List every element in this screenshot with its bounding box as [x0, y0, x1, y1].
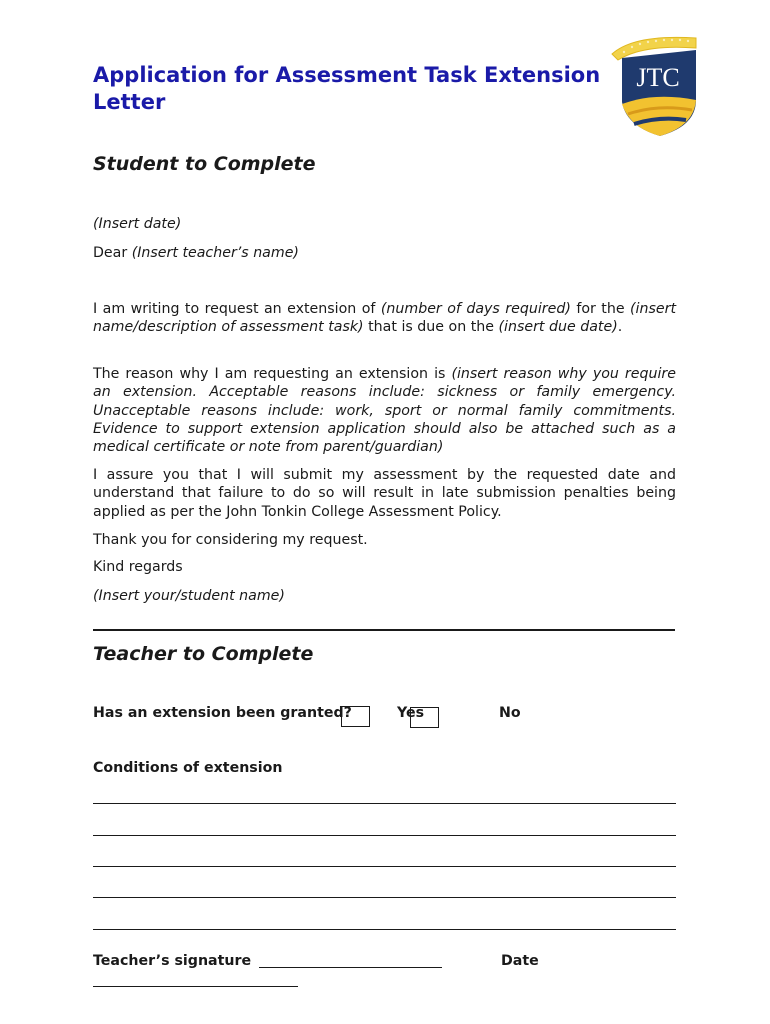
due-date-placeholder: (insert due date) — [498, 319, 618, 336]
conditions-line-5[interactable] — [93, 929, 676, 930]
granted-checkbox-yes[interactable] — [341, 706, 370, 727]
para1-text-4: . — [617, 319, 623, 336]
no-label: No — [499, 705, 521, 721]
jtc-crest-icon — [604, 30, 704, 140]
page-title — [93, 62, 613, 116]
teacher-name-placeholder: (Insert teacher’s name) — [131, 245, 299, 261]
reason-paragraph — [93, 365, 676, 456]
conditions-line-4[interactable] — [93, 897, 676, 898]
closing-text: Kind regards — [93, 559, 183, 575]
title-line-2: Letter — [93, 90, 166, 114]
conditions-line-3[interactable] — [93, 866, 676, 867]
teacher-section-heading: Teacher to Complete — [93, 643, 314, 665]
assurance-paragraph: I assure you that I will submit my assessment by the requested date and understand that failure to do so will result in late submission penalties being applied as per the John Tonkin College Assessment Policy. — [93, 467, 676, 520]
signature-line[interactable] — [259, 967, 442, 968]
dear-text: Dear — [93, 245, 128, 261]
thanks-paragraph: Thank you for considering my request. — [93, 532, 368, 548]
date-placeholder: (Insert date) — [93, 216, 182, 232]
college-logo — [604, 30, 704, 140]
para2-text: The reason why I am requesting an extension is — [93, 366, 452, 382]
para1-text-2: for the — [570, 301, 631, 317]
student-section-heading: Student to Complete — [93, 153, 316, 175]
assessment-task-placeholder: (insert name/description of assessment task) — [93, 301, 677, 336]
granted-question: Has an extension been granted? — [93, 705, 352, 721]
salutation — [93, 244, 676, 262]
yes-label: Yes — [397, 705, 425, 721]
para1-text-3: that is due on the — [363, 319, 499, 336]
section-divider — [93, 629, 675, 631]
student-name-placeholder: (Insert your/student name) — [93, 588, 285, 604]
conditions-line-2[interactable] — [93, 835, 676, 836]
title-line-1: Application for Assessment Task Extension — [93, 63, 601, 87]
request-paragraph — [93, 300, 676, 337]
days-required-placeholder: (number of days required) — [380, 301, 571, 317]
logo-text: JTC — [636, 63, 680, 92]
para1-text-1: I am writing to request an extension of — [93, 301, 381, 317]
date-line[interactable] — [93, 986, 298, 987]
signature-label: Teacher’s signature — [93, 953, 252, 969]
conditions-line-1[interactable] — [93, 803, 676, 804]
conditions-label: Conditions of extension — [93, 760, 283, 776]
granted-checkbox-no[interactable] — [410, 707, 439, 728]
date-label: Date — [501, 953, 539, 969]
reason-placeholder: (insert reason why you require an extension. Acceptable reasons include: sickness or family emergency. Unacceptable reasons include: work, sport or normal family commitments. Evidence to support extension application should also be attached such as a medical certificate or note from parent/guardian) — [93, 366, 676, 456]
